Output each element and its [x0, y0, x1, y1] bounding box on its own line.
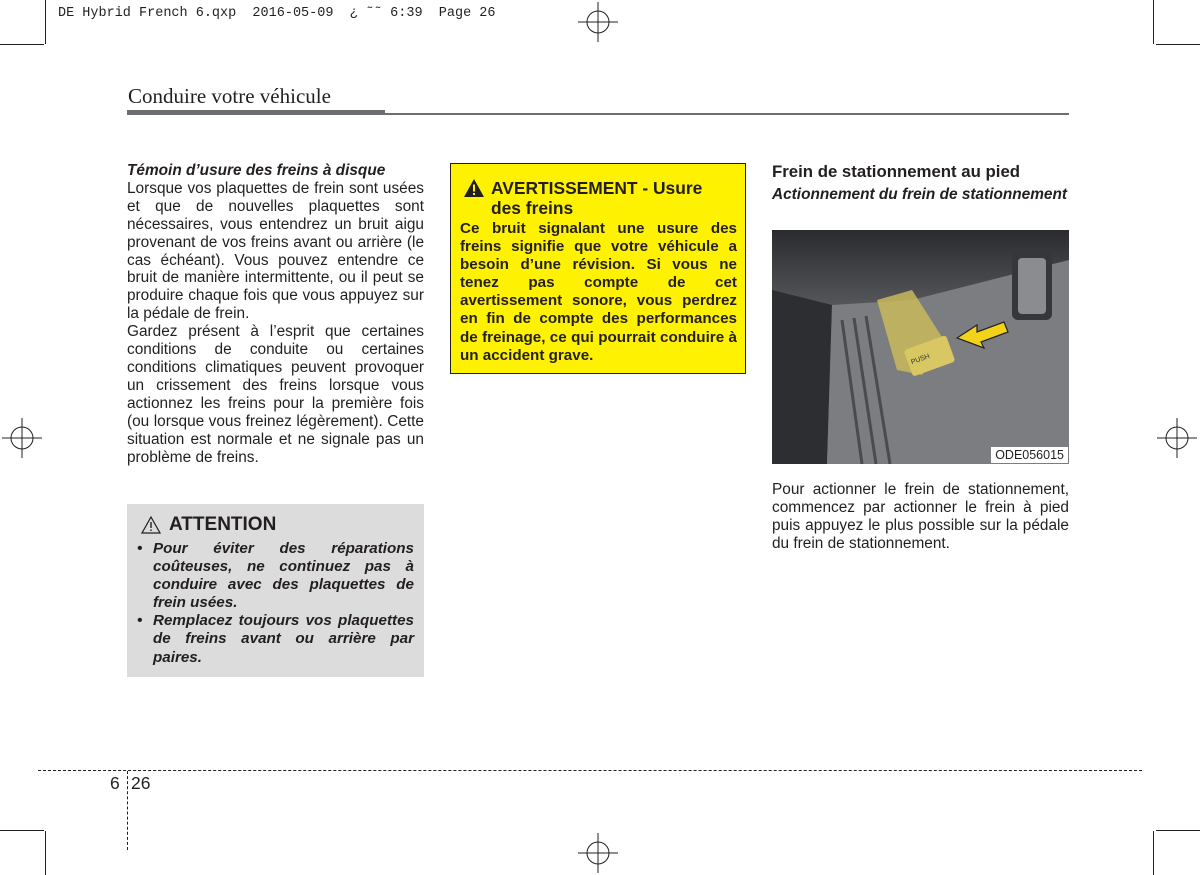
page-number: 26: [131, 773, 151, 793]
warning-box: [450, 163, 746, 374]
warning-body: Ce bruit signalant une usure des freins signifie que votre véhicule a besoin d’une révision. Si vous ne tenez pas compte de cet avertissement sonore, vous perdrez en fin de compte des performances de freinage, ce qui pourrait conduire à un accident grave.: [460, 220, 737, 364]
registration-mark-icon: [2, 418, 42, 458]
list-item: [137, 612, 414, 666]
crop-mark: [45, 0, 46, 44]
parking-brake-pedal-image: [772, 230, 1069, 464]
attention-box: [127, 504, 424, 677]
crop-mark: [45, 831, 46, 875]
parking-brake-photo: [772, 230, 1069, 464]
crop-mark: [0, 44, 44, 45]
header-rule: [385, 113, 1069, 115]
caution-triangle-icon: [141, 516, 161, 534]
pedal-label: PUSH: [910, 353, 931, 367]
header-rule: [127, 110, 385, 115]
left-column: [127, 162, 424, 466]
attention-title: ATTENTION: [169, 514, 277, 535]
bullet: •: [137, 612, 143, 630]
crop-mark: [1156, 830, 1200, 831]
body-paragraph: Pour actionner le frein de stationnement, commencez par actionner le frein à pied puis appuyez le plus possible sur la pédale du frein de stationnement.: [772, 481, 1069, 552]
attention-list: [137, 540, 414, 667]
section-subheading: Actionnement du frein de stationnement: [772, 186, 1068, 203]
bullet: •: [137, 540, 143, 557]
body-paragraph: Lorsque vos plaquettes de frein sont usées et que de nouvelles plaquettes sont nécessaires, vous entendrez un bruit aigu provenant de vos freins avant ou arrière (le cas échéant). Vous pouvez entendre ce bruit de manière intermittente, ou il peut se produire chaque fois que vous appuyez sur la pédale de frein.: [127, 179, 424, 323]
image-label: ODE056015: [991, 447, 1068, 463]
list-item-text: Remplacez toujours vos plaquettes de freins avant ou arrière par paires.: [153, 612, 414, 666]
warning-title: AVERTISSEMENT - Usure des freins: [491, 178, 703, 218]
footer-dashed-rule: [38, 770, 1142, 771]
section-heading: Frein de stationnement au pied: [772, 162, 1021, 181]
right-column-heading-block: [772, 162, 1069, 204]
warning-triangle-icon: [463, 178, 485, 198]
crop-mark: [1153, 831, 1154, 875]
crop-mark: [1156, 44, 1200, 45]
list-item: [137, 540, 414, 612]
right-column-body: [772, 481, 1069, 553]
crop-mark: [1153, 0, 1154, 44]
print-slug: DE Hybrid French 6.qxp 2016-05-09 ¿ ˜˜ 6:39 Page 26: [58, 6, 496, 21]
section-number: 6: [110, 773, 120, 793]
registration-mark-icon: [578, 833, 618, 873]
list-item-text: Pour éviter des réparations coûteuses, ne continuez pas à conduire avec des plaquettes de frein usées.: [153, 540, 414, 612]
registration-mark-icon: [1157, 418, 1197, 458]
section-subtitle: Témoin d’usure des freins à disque: [127, 162, 386, 179]
page-title: Conduire votre véhicule: [128, 84, 331, 108]
crop-mark: [0, 830, 44, 831]
registration-mark-icon: [578, 2, 618, 42]
attention-heading: [141, 514, 276, 536]
footer-dashed-rule: [127, 771, 128, 850]
body-paragraph: Gardez présent à l’esprit que certaines conditions de conduite ou certaines conditions climatiques peuvent provoquer un crissement des freins lorsque vous actionnez les freins pour la première fois (ou lorsque vous freinez légèrement). Cette situation est normale et ne signale pas un problème de freins.: [127, 323, 424, 466]
